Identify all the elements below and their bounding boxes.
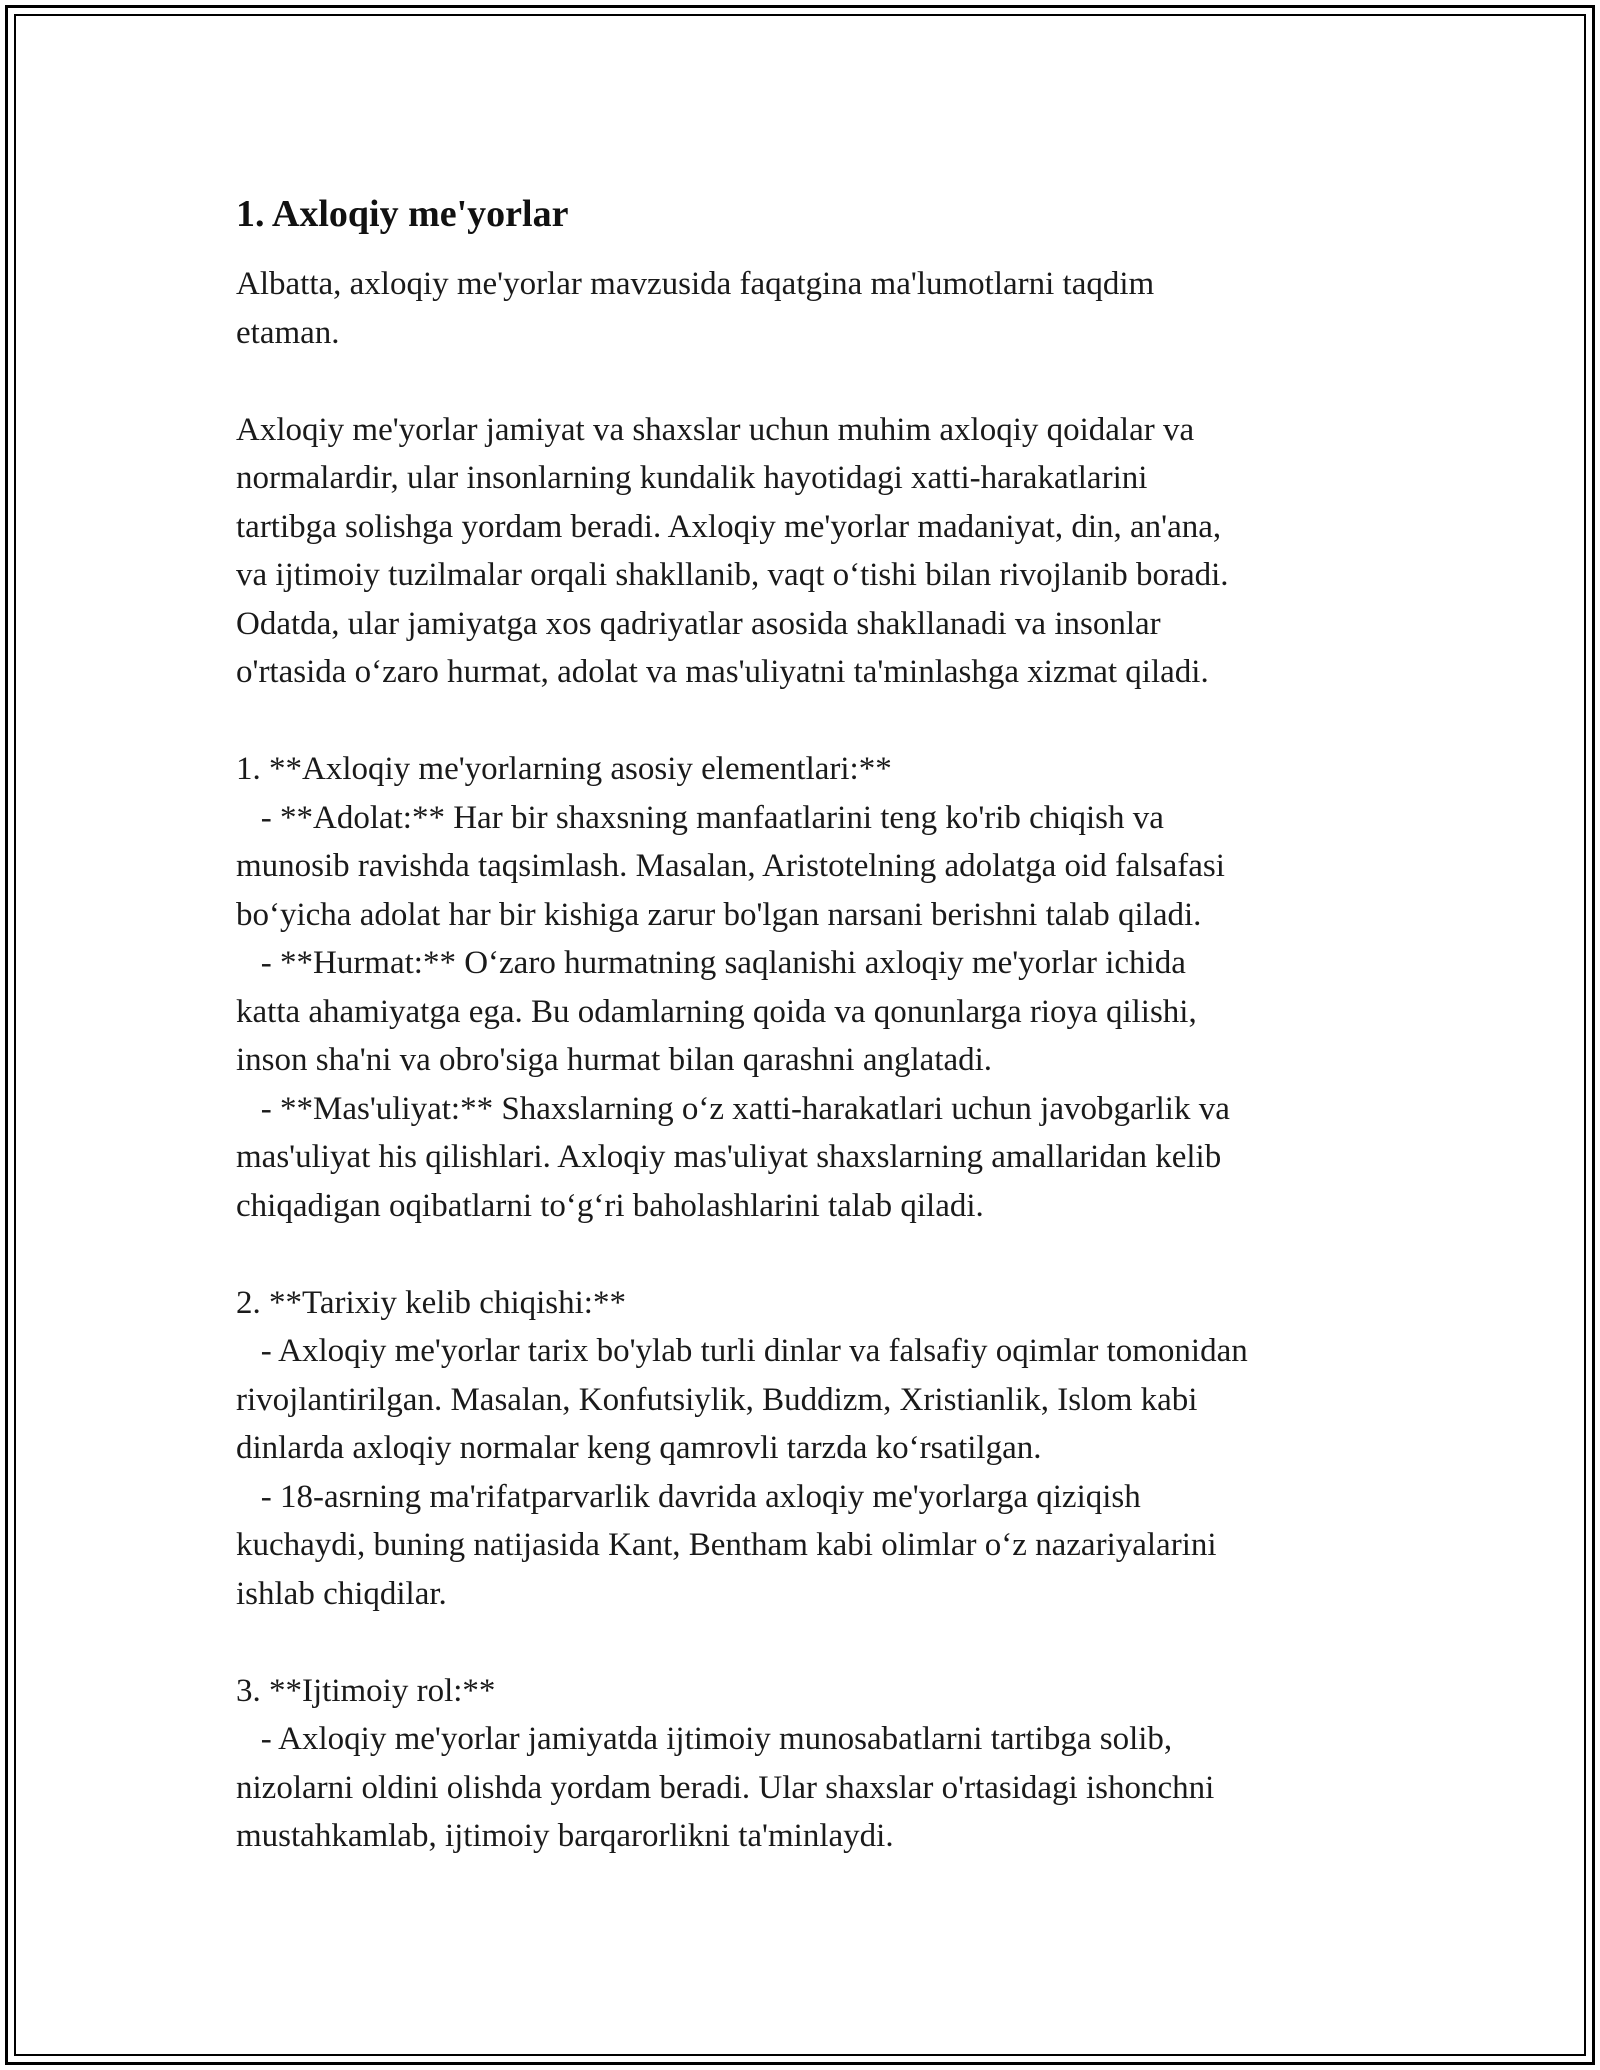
text-line: kuchaydi, buning natijasida Kant, Bentham kabi olimlar o‘z nazariyalarini [236, 1527, 1217, 1563]
section-basic-elements [236, 745, 1400, 1230]
paragraph-gap [236, 357, 1400, 406]
text-line: va ijtimoiy tuzilmalar orqali shakllanib, vaqt o‘tishi bilan rivojlanib boradi. [236, 557, 1229, 593]
document-title: 1. Axloqiy me'yorlar [236, 193, 569, 235]
text-line: mas'uliyat his qilishlari. Axloqiy mas'uliyat shaxslarning amallaridan kelib [236, 1139, 1222, 1175]
text-line: normalardir, ular insonlarning kundalik hayotidagi xatti-harakatlarini [236, 460, 1148, 496]
text-line: - 18-asrning ma'rifatparvarlik davrida axloqiy me'yorlarga qiziqish [236, 1478, 1141, 1515]
text-line: rivojlantirilgan. Masalan, Konfutsiylik, Buddizm, Xristianlik, Islom kabi [236, 1381, 1198, 1418]
section-historical-origin [236, 1279, 1400, 1619]
text-line: katta ahamiyatga ega. Bu odamlarning qoida va qonunlarga rioya qilishi, [236, 993, 1197, 1030]
document-body [236, 186, 1400, 1861]
text-line: - **Adolat:** Har bir shaxsning manfaatlarini teng ko'rib chiqish va [236, 799, 1164, 836]
text-line: munosib ravishda taqsimlash. Masalan, Aristotelning adolatga oid falsafasi [236, 848, 1225, 884]
section-heading: 3. **Ijtimoiy rol:** [236, 1672, 496, 1709]
section-heading: 2. **Tarixiy kelib chiqishi:** [236, 1284, 626, 1321]
section-heading: 1. **Axloqiy me'yorlarning asosiy elementlari:** [236, 751, 892, 787]
text-line: - Axloqiy me'yorlar jamiyatda ijtimoiy munosabatlarni tartibga solib, [236, 1721, 1173, 1757]
intro-paragraph [236, 260, 1400, 357]
main-paragraph [236, 406, 1400, 697]
text-line: nizolarni oldini olishda yordam beradi. Ular shaxslar o'rtasidagi ishonchni [236, 1769, 1215, 1806]
paragraph-gap [236, 1230, 1400, 1279]
text-line: - **Hurmat:** O‘zaro hurmatning saqlanishi axloqiy me'yorlar ichida [236, 945, 1186, 981]
text-line: etaman. [236, 314, 340, 351]
text-line: tartibga solishga yordam beradi. Axloqiy me'yorlar madaniyat, din, an'ana, [236, 508, 1222, 545]
text-line: dinlarda axloqiy normalar keng qamrovli tarzda ko‘rsatilgan. [236, 1430, 1042, 1466]
text-line: Axloqiy me'yorlar jamiyat va shaxslar uchun muhim axloqiy qoidalar va [236, 411, 1195, 448]
text-line: chiqadigan oqibatlarni to‘g‘ri baholashlarini talab qiladi. [236, 1187, 984, 1224]
paragraph-gap [236, 697, 1400, 746]
text-line: - Axloqiy me'yorlar tarix bo'ylab turli dinlar va falsafiy oqimlar tomonidan [236, 1333, 1248, 1369]
text-line: Odatda, ular jamiyatga xos qadriyatlar asosida shakllanadi va insonlar [236, 605, 1161, 642]
text-line: mustahkamlab, ijtimoiy barqarorlikni ta'minlaydi. [236, 1818, 894, 1854]
text-line: ishlab chiqdilar. [236, 1575, 447, 1612]
section-social-role [236, 1667, 1400, 1861]
text-line: Albatta, axloqiy me'yorlar mavzusida faqatgina ma'lumotlarni taqdim [236, 266, 1155, 302]
text-line: o'rtasida o‘zaro hurmat, adolat va mas'uliyatni ta'minlashga xizmat qiladi. [236, 654, 1209, 690]
text-line: bo‘yicha adolat har bir kishiga zarur bo'lgan narsani berishni talab qiladi. [236, 896, 1202, 933]
text-line: - **Mas'uliyat:** Shaxslarning o‘z xatti-harakatlari uchun javobgarlik va [236, 1090, 1230, 1127]
text-line: inson sha'ni va obro'siga hurmat bilan qarashni anglatadi. [236, 1042, 993, 1078]
paragraph-gap [236, 1618, 1400, 1667]
